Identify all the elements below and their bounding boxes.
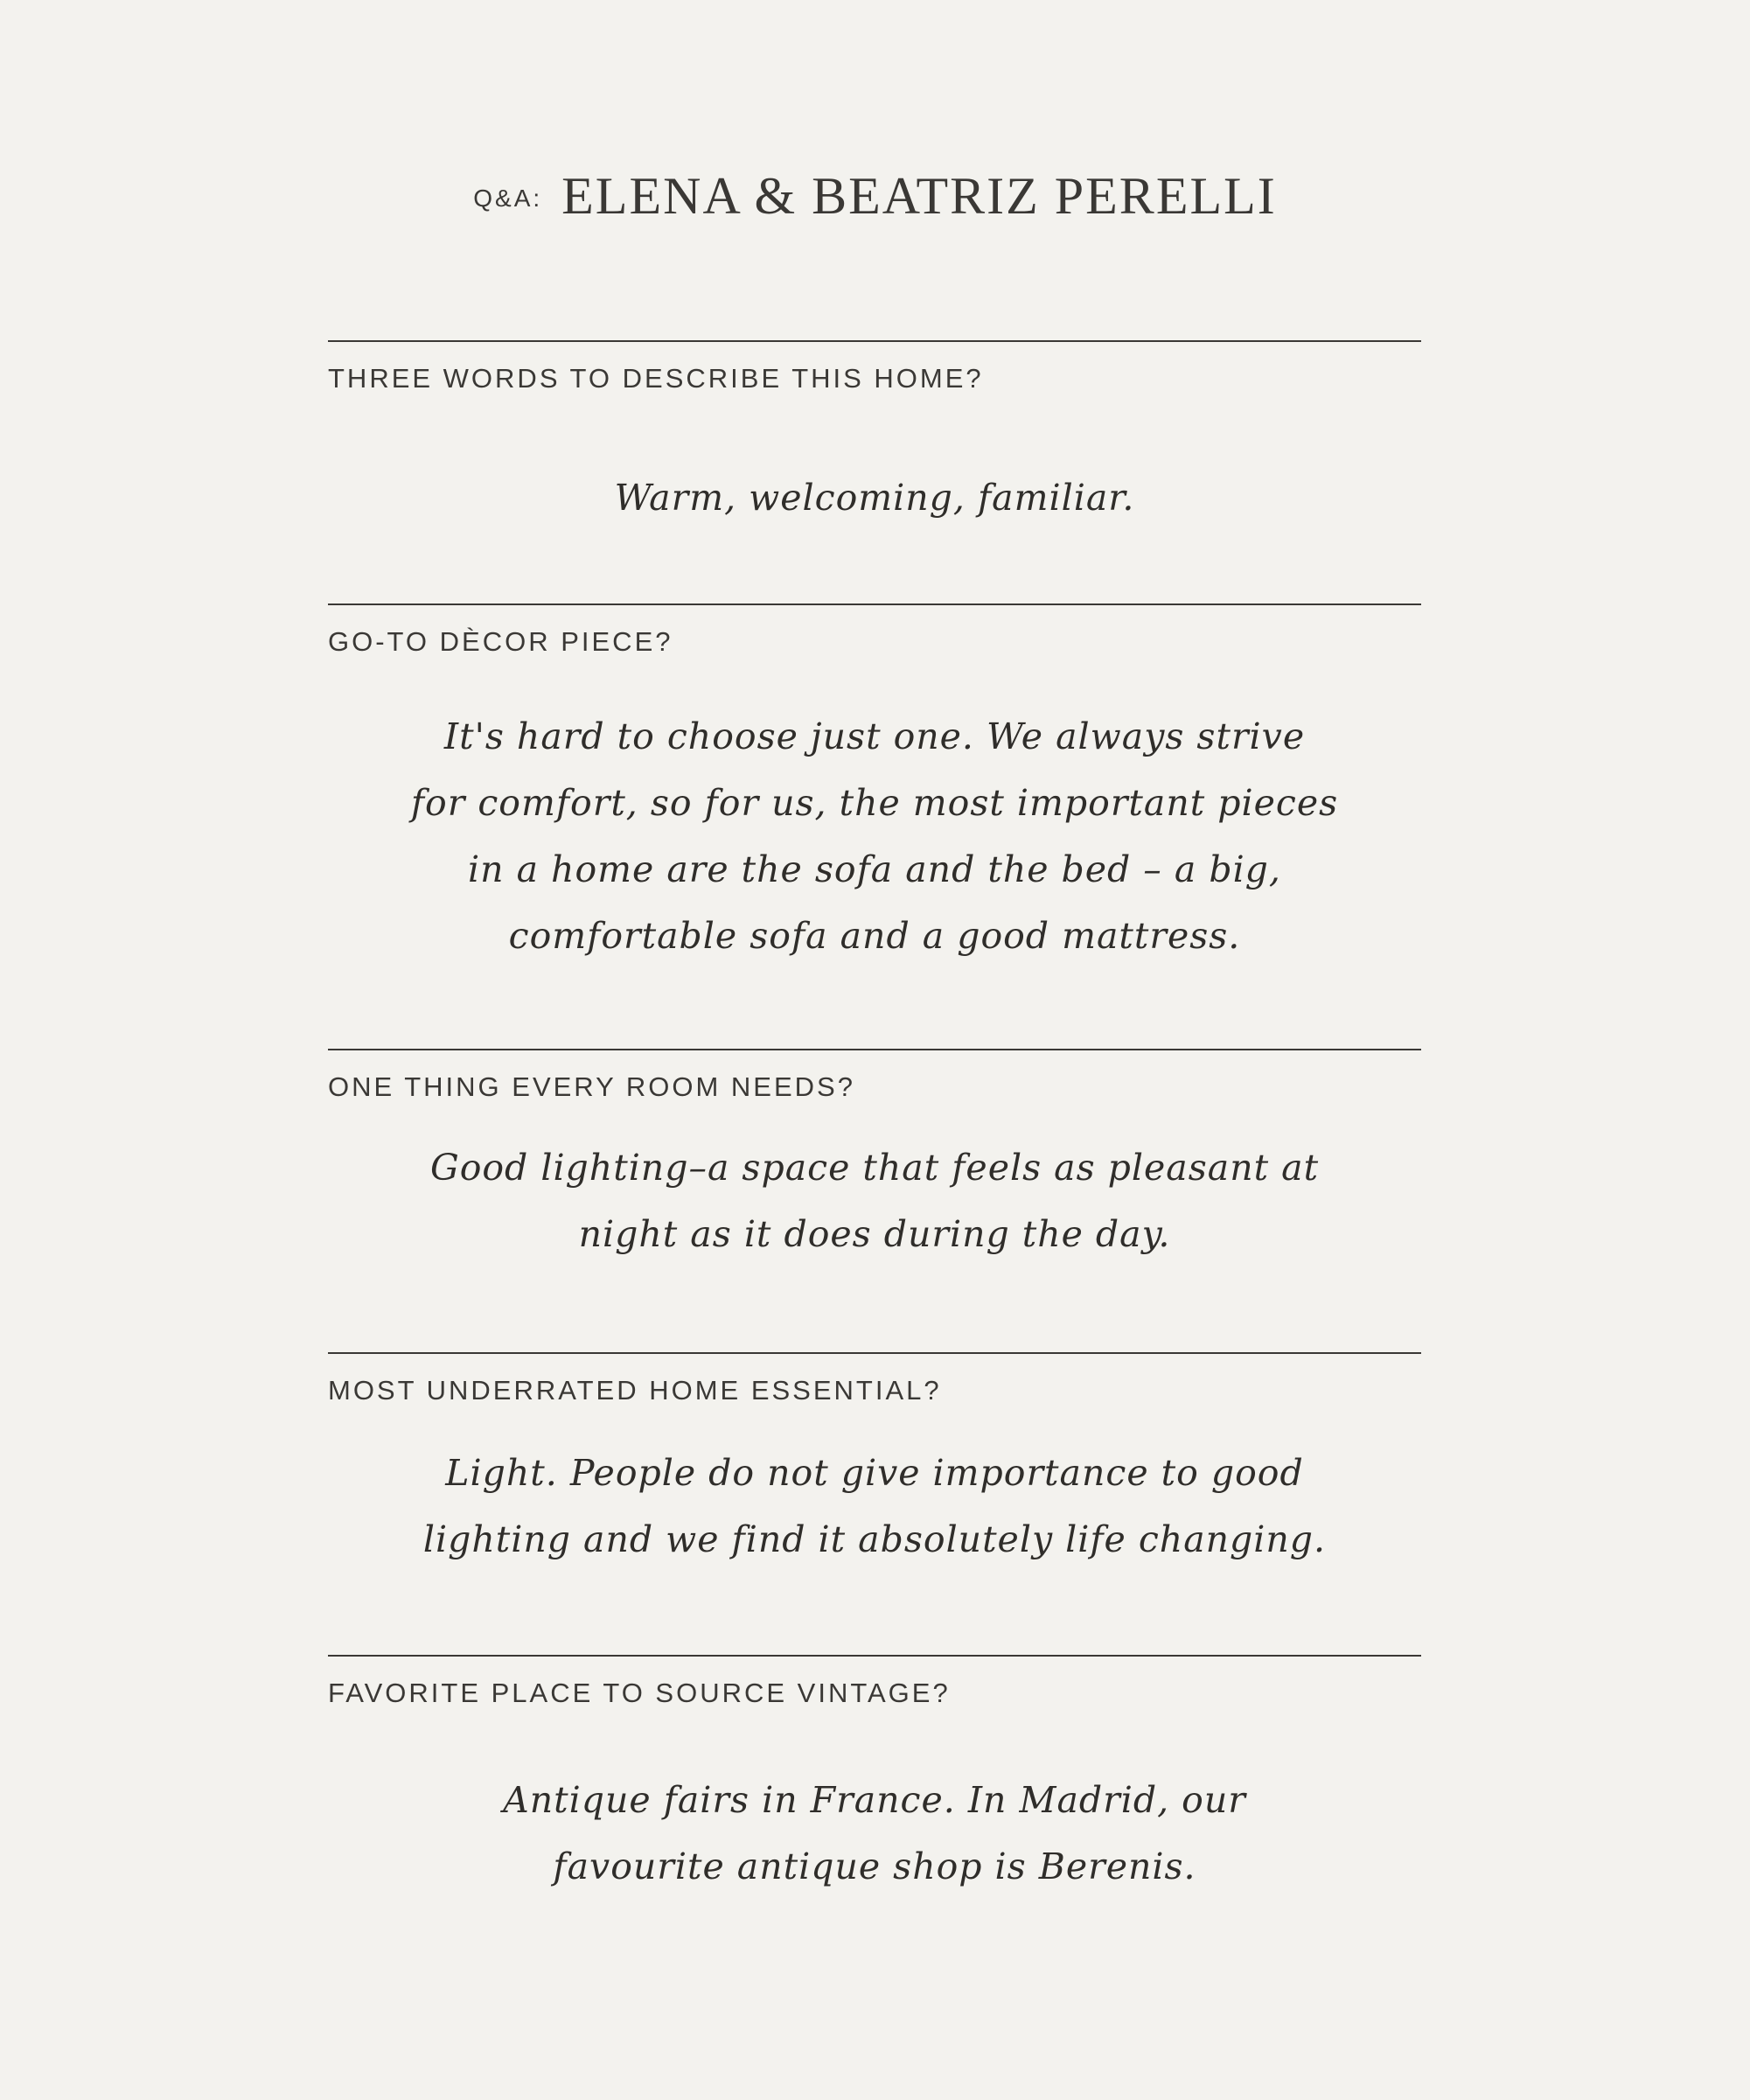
answer xyxy=(293,1134,1456,1267)
answer-line: Good lighting–a space that feels as pleasant at xyxy=(429,1147,1320,1189)
question: THREE WORDS TO DESCRIBE THIS HOME? xyxy=(328,363,984,394)
answer xyxy=(293,1767,1456,1900)
answer xyxy=(293,703,1456,969)
qa-label: Q&A: xyxy=(473,185,543,212)
answer-line: in a home are the sofa and the bed – a big, xyxy=(468,848,1281,890)
qa-section-vintage-source xyxy=(328,1655,1421,1887)
qa-section-three-words xyxy=(328,340,1421,519)
qa-section-room-needs xyxy=(328,1049,1421,1255)
interviewee-names: ELENA & BEATRIZ PERELLI xyxy=(561,167,1277,225)
page-title xyxy=(0,166,1750,227)
question: FAVORITE PLACE TO SOURCE VINTAGE? xyxy=(328,1678,951,1708)
answer-line: for comfort, so for us, the most important pieces xyxy=(410,782,1339,824)
question: ONE THING EVERY ROOM NEEDS? xyxy=(328,1071,855,1102)
answer-line: It's hard to choose just one. We always strive xyxy=(443,715,1306,757)
answer-line: night as it does during the day. xyxy=(578,1213,1171,1255)
answer-line: Light. People do not give importance to good xyxy=(445,1452,1304,1494)
answer-line: favourite antique shop is Berenis. xyxy=(553,1845,1196,1887)
answer-line: Warm, welcoming, familiar. xyxy=(614,477,1135,519)
answer-line: lighting and we find it absolutely life changing. xyxy=(422,1518,1327,1560)
qa-section-decor-piece xyxy=(328,603,1421,957)
question: MOST UNDERRATED HOME ESSENTIAL? xyxy=(328,1375,942,1406)
qa-section-underrated-essential xyxy=(328,1352,1421,1560)
answer xyxy=(293,464,1456,531)
answer xyxy=(293,1440,1456,1573)
answer-line: Antique fairs in France. In Madrid, our xyxy=(503,1779,1246,1821)
question: GO-TO DÈCOR PIECE? xyxy=(328,626,673,657)
answer-line: comfortable sofa and a good mattress. xyxy=(508,915,1241,957)
